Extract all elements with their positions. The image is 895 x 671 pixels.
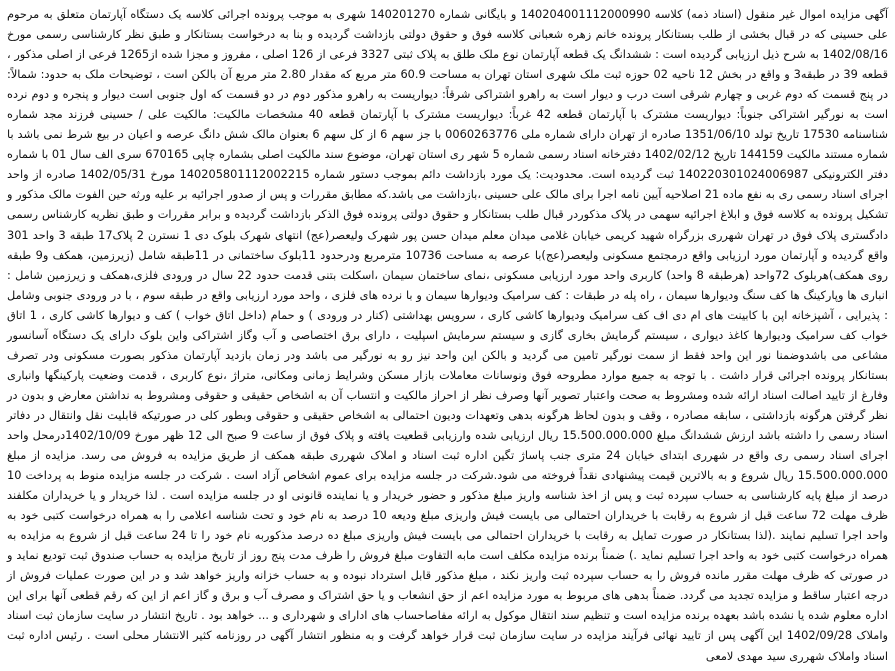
auction-notice-text: آگهی مزایده اموال غیر منقول (اسناد ذمه) کلاسه 140204001112000990 و بایگانی شماره 140201270 شهری به موجب پرونده اجرائی کلاسه یک دستگاه آپارتمان متعلق به مرحوم علی حسینی که در قبال بخشی از طلب بستانکار پرونده خانم زهره شعبانی کلاسه فوق و حقوق دولتی بازداشت گردیده و بنا به درخواست بستانکار و طبق نظر کارشناسی رسمی مورخ 1402/08/16 به شرح ذیل ارزیابی گردیده است : ششدانگ یک قطعه آپارتمان نوع ملک طلق به پلاک ثبتی 3327 فرعی از 126 اصلی ، مفروز و مجزا شده از1265 فرعی از اصلی مذکور ، قطعه 39 در طبقه3 و واقع در بخش 12 ناحیه 02 حوزه ثبت ملک شهری استان تهران به مساحت 60.9 متر مربع که مقدار 2.80 متر مربع آن بالکن است ، توضیحات ملک به حدود: شمالاً: در پنج قسمت که دوم غربی و چهارم شرقی است درب و دیوار است به راهرو اشتراکی شرقاً: دیواریست به راهرو مذکور دوم در دو قسمت که اول جنوبی است دیوار و پنجره و دوم نرده است به نورگیر اشتراکی جنوباً: دیواریست مشترک با آپارتمان قطعه 42 غرباً: دیواریست مشترک با آپارتمان قطعه 40 مشخصات مالکیت: مالکیت علی / حسینی فرزند مجد شماره شناسنامه 17530 تاریخ تولد 1351/06/10 صادره از تهران دارای شماره ملی 0060263776 با جز سهم 6 از کل سهم 6 بعنوان مالک شش دانگ عرصه و اعیان در بیع شرط نمی باشد با شماره مستند مالکیت 144159 تاریخ 1402/02/12 دفترخانه اسناد رسمی شماره 5 شهر ری استان تهران، موضوع سند مالکیت اصلی بشماره چاپی 670165 سری الف سال 01 با شماره دفتر الکترونیکی 140220301024006987 ثبت گردیده است. محدودیت: یک مورد بازداشت دائم بموجب دستور شماره 140205801112002215 مورخ 1402/05/31 صادره از واحد اجرای اسناد رسمی ری به نفع ماده 21 اصلاحیه آیین نامه اجرا برای مالک علی حسینی ،بازداشت می باشد.که مطابق مقررات و پس از صدور اجرائیه بر علیه ورثه حین الفوت مالک مذکور و تشکیل پرونده به کلاسه فوق و ابلاغ اجرائیه سهمی در پلاک مذکوردر قبال طلب بستانکار و حقوق دولتی پرونده فوق الذکر بازداشت گردیده و برابر مقررات و طبق نظریه کارشناس رسمی دادگستری پلاک فوق در تهران شهرری بزرگراه شهید کریمی خیابان غلامی میدان معلم میدان حسن پور شهرک ولیعصر(عج) انتهای شهرک بلوک دی 1 نسترن 2 پلاک17 طبقه 3 واحد 301 واقع گردیده و آپارتمان مورد ارزیابی واقع درمجتمع مسکونی ولیعصر(عج)با عرصه به مساحت 10736 مترمربع ودرحدود 11بلوک ساختمانی در 11طبقه شامل (زیرزمین، همکف و9 طبقه روی همکف)هربلوک 72واحد (هرطبقه 8 واحد) کاربری واحد مورد ارزیابی مسکونی ،نمای ساختمان سیمان ،اسکلت بتنی قدمت حدود 22 سال در ورودی فلزی،همکف و زیرزمین شامل : انباری ها وپارکینگ ها کف سنگ ودیوارها سیمان ، راه پله در طبقات : کف سرامیک ودیوارها سیمان و با نرده های فلزی ، واحد مورد ارزیابی واقع در طبقه سوم ، با در ورودی جنوبی وشامل : پذیرایی ، آشپزخانه اپن با کابینت های ام دی اف کف سرامیک ودیوارها کاشی کاری ، سرویس بهداشتی (کنار در ورودی ) و حمام (داخل اتاق خواب ) کف و دیوارها کاشی کاری ، 1 اتاق خواب کف سرامیک ودیوارها کاغذ دیواری ، سیستم گرمایش بخاری گازی و سیستم سرمایش اسپلیت ، دارای برق اختصاصی و آب وگاز اشتراکی واین بلوک دارای یک دستگاه آسانسور مشاعی می باشدوضمنا نور این واحد فقط از سمت نورگیر تامین می گردید و بالکن این واحد نیز رو به نورگیر می باشد ودر زمان بازدید آپارتمان مذکور بصورت مسکونی ودر تصرف بستانکار پرونده اجرائی قرار داشت . با توجه به جمیع موارد مطروحه فوق ونوسانات معاملات بازار مسکن وشرایط زمانی ومکانی، متراژ ،نوع کاربری ، قدمت وضعیت پارکینگها وانباری وفارغ از تایید اصالت اسناد ارائه شده ومشروط به صحت واعتبار تصویر آنها وصرف نظر از احراز مالکیت و انتساب آن به اشخاص حقیقی و حقوقی ومشروط به نداشتن معارض و بدون در نظر گرفتن هرگونه بازداشتی ، سابقه مصادره ، وقف و بدون لحاظ هرگونه بدهی وتعهدات ودیون احتمالی به اشخاص حقیقی و حقوقی وبطور کلی در صورتیکه قابلیت نقل وانتقال در دفاتر اسناد رسمی را داشته باشد ارزش ششدانگ مبلغ 15.500.000.000 ریال ارزیابی شده وارزیابی قطعیت یافته و پلاک فوق از ساعت 9 صبح الی 12 ظهر مورخ 1402/10/09درمحل واحد اجرای اسناد رسمی ری واقع در شهرری ابتدای خیابان 24 متری جنب پاساژ تگین اداره ثبت اسناد و املاک شهرری طبقه همکف از طریق مزایده به فروش می رسد. مزایده از مبلغ 15.500.000.000 ریال شروع و به بالاترین قیمت پیشنهادی نقداً فروخته می شود.شرکت در جلسه مزایده برای عموم اشخاص آزاد است . شرکت در جلسه مزایده منوط به پرداخت 10 درصد از مبلغ پایه کارشناسی به حساب سپرده ثبت و پس از اخذ شناسه واریز مبلغ مذکور و حضور خریدار و یا نماینده قانونی او در جلسه مزایده است . لذا خریدار و یا خریداران مکلفند ظرف مهلت 72 ساعت قبل از شروع به رقابت با خریداران احتمالی می بایست فیش واریزی مبلغ ودیعه 10 درصد به نام خود و تحت شناسه اعلامی را به همراه درخواست کتبی خود به واحد اجرا تسلیم نمایند .(لذا بستانکار در صورت تمایل به رقابت با خریداران احتمالی می بایست فیش واریزی مبلغ ده درصد مذکوربه نام خود را تا 24 ساعت قبل از شروع به مزایده به همراه درخواست کتبی خود به واحد اجرا تسلیم نماید .) ضمناً برنده مزایده مکلف است مابه التفاوت مبلغ فروش را ظرف مدت پنج روز از تاریخ مزایده به حساب صندوق ثبت تودیع نماید و در صورتی که ظرف مهلت مقرر مانده فروش را به حساب سپرده ثبت واریز نکند ، مبلغ مذکور قابل استرداد نبوده و به حساب خزانه واریز خواهد شد و در این صورت عملیات فروش از درجه اعتبار ساقط و مزایده تجدید می گردد. ضمناً بدهی های مربوط به مورد مزایده اعم از حق انشعاب و یا حق اشتراک و مصرف آب و برق و گاز اعم از این که رقم قطعی آنها برای این اداره معلوم شده یا نشده باشد بعهده برنده مزایده است و تنظیم سند انتقال موکول به ارائه مفاصاحساب های ادارای و شهرداری و ... خواهد بود . تاریخ انتشار در سایت سازمان ثبت اسناد واملاک 1402/09/28 این آگهی پس از تایید نهائی فرآیند مزایده در سایت سازمان ثبت قرار خواهد گرفت و به منظور انتشار آگهی در روزنامه کثیر الانتشار محلی است . رئیس اداره ثبت اسناد واملاک شهرری سید مهدی لامعی <box>7 7 889 663</box>
